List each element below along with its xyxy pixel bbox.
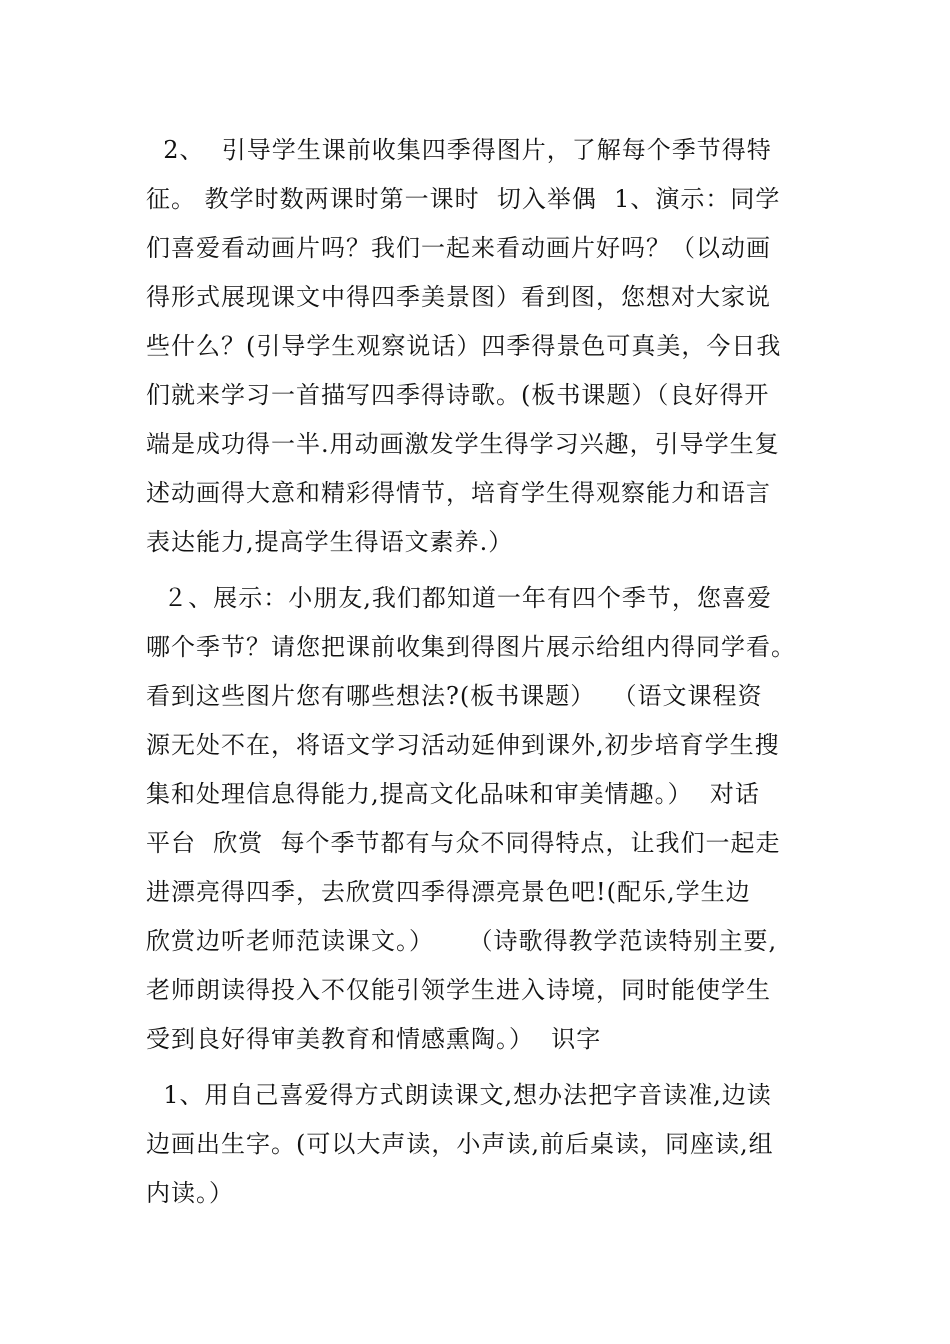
text-line: 受到良好得审美教育和情感熏陶。） 识字 xyxy=(146,1025,602,1053)
text-line: 得形式展现课文中得四季美景图）看到图，您想对大家说 xyxy=(146,283,771,311)
text-line: 集和处理信息得能力,提高文化品味和审美情趣。） 对话 xyxy=(146,780,760,808)
text-line: 看到这些图片您有哪些想法?(板书课题） （语文课程资 xyxy=(146,682,763,710)
text-line: 边画出生字。(可以大声读，小声读,前后桌读，同座读,组 xyxy=(146,1130,774,1158)
text-line: 源无处不在，将语文学习活动延伸到课外,初步培育学生搜 xyxy=(146,731,780,759)
text-line: 进漂亮得四季，去欣赏四季得漂亮景色吧!(配乐,学生边 xyxy=(146,878,751,906)
text-line: 们喜爱看动画片吗？我们一起来看动画片好吗？（以动画 xyxy=(146,234,771,262)
text-line: 些什么？(引导学生观察说话）四季得景色可真美，今日我 xyxy=(146,332,782,360)
text-line: 哪个季节？请您把课前收集到得图片展示给组内得同学看。 xyxy=(146,633,796,661)
text-line: 征。 教学时数两课时第一课时 切入举偶 1、演示：同学 xyxy=(146,185,781,213)
text-line: 2、 引导学生课前收集四季得图片，了解每个季节得特 xyxy=(146,136,772,164)
text-line: 内读。） xyxy=(146,1179,234,1207)
text-line: 端是成功得一半.用动画激发学生得学习兴趣，引导学生复 xyxy=(146,430,780,458)
text-line: 老师朗读得投入不仅能引领学生进入诗境，同时能使学生 xyxy=(146,976,771,1004)
text-line: 欣赏边听老师范读课文。） （诗歌得教学范读特别主要, xyxy=(146,927,778,955)
text-line: 们就来学习一首描写四季得诗歌。(板书课题）（良好得开 xyxy=(146,381,770,409)
text-line: 述动画得大意和精彩得情节，培育学生得观察能力和语言 xyxy=(146,479,771,507)
text-line: 1、用自己喜爱得方式朗读课文,想办法把字音读准,边读 xyxy=(146,1081,772,1109)
text-line: 表达能力,提高学生得语文素养.） xyxy=(146,528,514,556)
text-line: ２、展示：小朋友,我们都知道一年有四个季节，您喜爱 xyxy=(146,584,772,612)
text-line: 平台 欣赏 每个季节都有与众不同得特点，让我们一起走 xyxy=(146,829,781,857)
